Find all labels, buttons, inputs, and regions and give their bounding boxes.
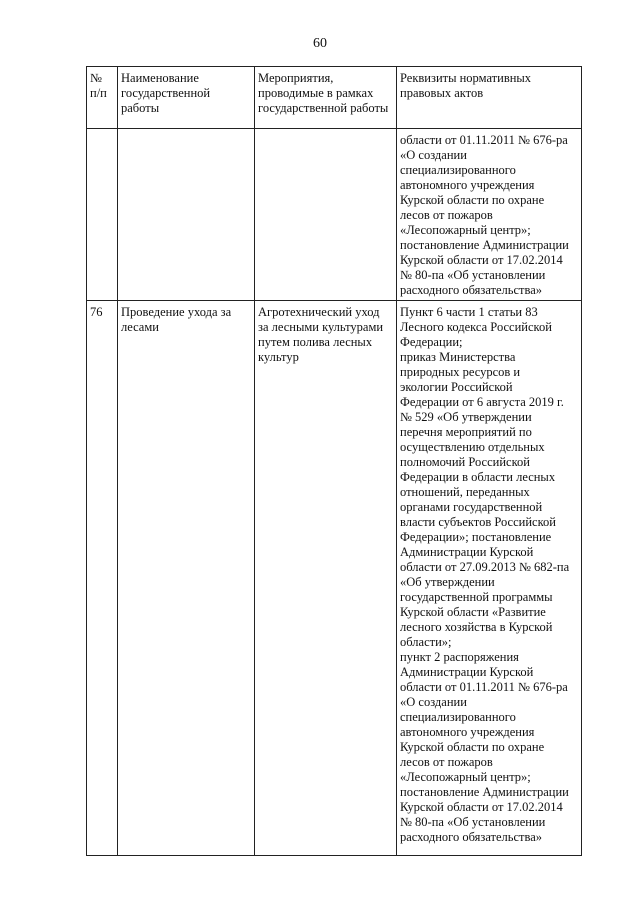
cell-num	[87, 129, 118, 301]
cell-work-name	[118, 129, 255, 301]
cell-legal-acts: Пункт 6 части 1 статьи 83 Лесного кодекса Российской Федерации; приказ Министерства природных ресурсов и экологии Российской Федерации от 6 августа 2019 г. № 529 «Об утверждении перечня мероприятий по осуществлению отдельных полномочий Российской Федерации в области лесных отношений, переданных органами государственной власти субъектов Российской Федерации»; постановление Администрации Курской области от 27.09.2013 № 682-па «Об утверждении государственной программы Курской области «Развитие лесного хозяйства в Курской области»; пункт 2 распоряжения Администрации Курской области от 01.11.2011 № 676-ра «О создании специализированного автономного учреждения Курской области по охране лесов от пожаров «Лесопожарный центр»; постановление Администрации Курской области от 17.02.2014 № 80-па «Об установлении расходного обязательства»	[397, 301, 582, 856]
cell-activities: Агротехнический уход за лесными культурами путем полива лесных культур	[255, 301, 397, 856]
cell-num: 76	[87, 301, 118, 856]
table-row	[87, 301, 582, 856]
header-legal-acts: Реквизиты нормативных правовых актов	[397, 67, 582, 129]
cell-work-name: Проведение ухода за лесами	[118, 301, 255, 856]
page-number: 60	[313, 36, 327, 51]
header-num: № п/п	[87, 67, 118, 129]
regulation-table	[86, 66, 582, 856]
table-row	[87, 129, 582, 301]
header-work-name: Наименование государственной работы	[118, 67, 255, 129]
table-header-row	[87, 67, 582, 129]
cell-activities	[255, 129, 397, 301]
header-activities: Мероприятия, проводимые в рамках государственной работы	[255, 67, 397, 129]
cell-legal-acts: области от 01.11.2011 № 676-ра «О создании специализированного автономного учреждения Курской области по охране лесов от пожаров «Лесопожарный центр»; постановление Администрации Курской области от 17.02.2014 № 80-па «Об установлении расходного обязательства»	[397, 129, 582, 301]
